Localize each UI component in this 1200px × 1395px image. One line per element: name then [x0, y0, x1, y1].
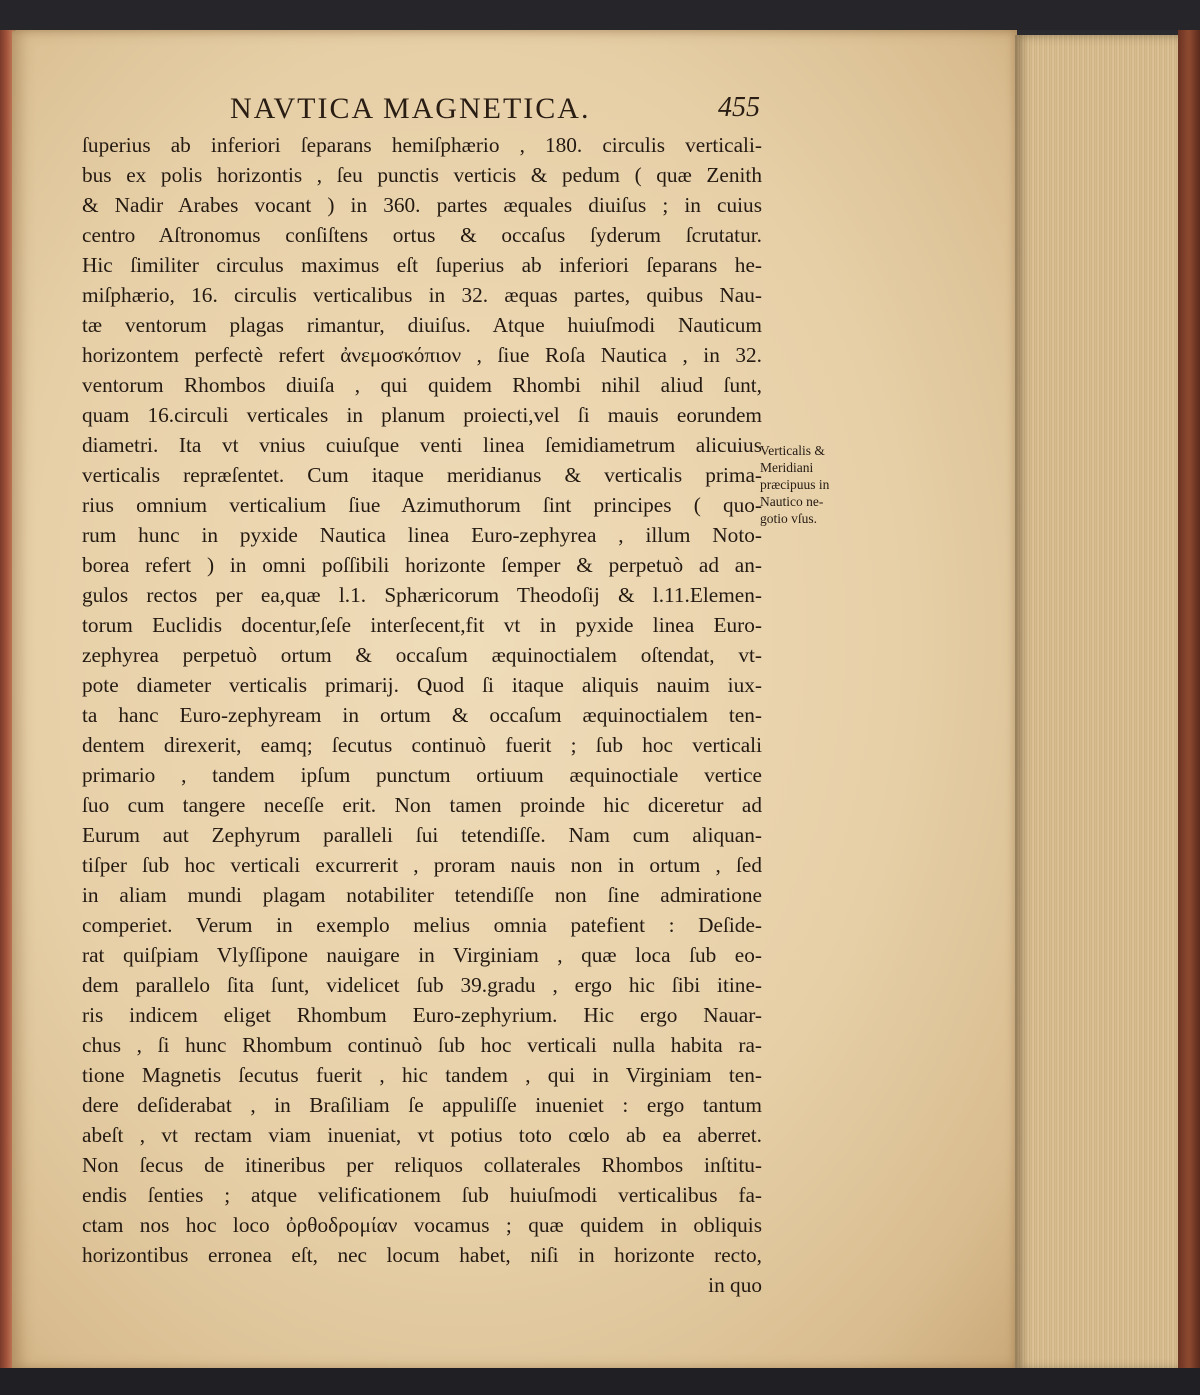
margin-note-line: Verticalis & — [760, 443, 825, 458]
text-line: horizontem perfectè refert ἀνεμοσκόπιον , ſiue Roſa Nautica , in 32. — [82, 343, 762, 367]
text-line: ſuo cum tangere neceſſe erit. Non tamen proinde hic diceretur ad — [82, 793, 762, 817]
text-line: ta hanc Euro-zephyream in ortum & occaſum æquinoctialem ten- — [82, 703, 762, 727]
book-cover-edge — [1178, 30, 1200, 1380]
text-line: endis ſenties ; atque velificationem ſub huiuſmodi verticalibus fa- — [82, 1183, 762, 1207]
text-line: Eurum aut Zephyrum paralleli ſui tetendiſſe. Nam cum aliquan- — [82, 823, 762, 847]
page-edges — [1015, 35, 1180, 1370]
text-line: abeſt , vt rectam viam inueniat, vt potius toto cœlo ab ea aberret. — [82, 1123, 762, 1147]
text-line: centro Aſtronomus conſiſtens ortus & occaſus ſyderum ſcrutatur. — [82, 223, 762, 247]
text-line: diametri. Ita vt vnius cuiuſque venti linea ſemidiametrum alicuius — [82, 433, 762, 457]
margin-note — [760, 442, 860, 527]
text-line: ctam nos hoc loco ὀρθοδρομίαν vocamus ; quæ quidem in obliquis — [82, 1213, 762, 1237]
text-line: dere deſiderabat , in Braſiliam ſe appuliſſe inueniet : ergo tantum — [82, 1093, 762, 1117]
page-number: 455 — [718, 92, 760, 123]
text-line: tione Magnetis ſecutus fuerit , hic tandem , qui in Virginiam ten- — [82, 1063, 762, 1087]
text-line: & Nadir Arabes vocant ) in 360. partes æquales diuiſus ; in cuius — [82, 193, 762, 217]
text-line: comperiet. Verum in exemplo melius omnia patefient : Deſide- — [82, 913, 762, 937]
text-line: rum hunc in pyxide Nautica linea Euro-zephyrea , illum Noto- — [82, 523, 762, 547]
text-line: dem parallelo ſita ſunt, videlicet ſub 39.gradu , ergo hic ſibi itine- — [82, 973, 762, 997]
text-line: gulos rectos per ea,quæ l.1. Sphæricorum Theodoſij & l.11.Elemen- — [82, 583, 762, 607]
margin-note-line: gotio vſus. — [760, 511, 818, 526]
background-cloth-bottom — [0, 1368, 1200, 1395]
text-line: ris indicem eliget Rhombum Euro-zephyrium. Hic ergo Nauar- — [82, 1003, 762, 1027]
margin-note-line: Meridiani — [760, 460, 814, 475]
text-line: in aliam mundi plagam notabiliter tetendiſſe non ſine admiratione — [82, 883, 762, 907]
catchword: in quo — [708, 1273, 762, 1297]
margin-note-line: Nautico ne- — [760, 494, 824, 509]
text-line: verticalis repræſentet. Cum itaque meridianus & verticalis prima- — [82, 463, 762, 487]
text-line: bus ex polis horizontis , ſeu punctis verticis & pedum ( quæ Zenith — [82, 163, 762, 187]
text-line: pote diameter verticalis primarij. Quod ſi itaque aliquis nauim iux- — [82, 673, 762, 697]
margin-note-line: præcipuus in — [760, 477, 830, 492]
text-line: Hic ſimiliter circulus maximus eſt ſuperius ab inferiori ſeparans he- — [82, 253, 762, 277]
text-line: miſphærio, 16. circulis verticalibus in 32. æquas partes, quibus Nau- — [82, 283, 762, 307]
text-line: Non ſecus de itineribus per reliquos collaterales Rhombos inſtitu- — [82, 1153, 762, 1177]
text-line: torum Euclidis docentur,ſeſe interſecent,fit vt in pyxide linea Euro- — [82, 613, 762, 637]
running-title: NAVTICA MAGNETICA. — [230, 92, 591, 125]
text-line: rat quiſpiam Vlyſſipone nauigare in Virginiam , quæ loca ſub eo- — [82, 943, 762, 967]
text-line: zephyrea perpetuò ortum & occaſum æquinoctialem oſtendat, vt- — [82, 643, 762, 667]
text-line: chus , ſi hunc Rhombum continuò ſub hoc verticali nulla habita ra- — [82, 1033, 762, 1057]
text-line: quam 16.circuli verticales in planum proiecti,vel ſi mauis eorundem — [82, 403, 762, 427]
text-line: ventorum Rhombos diuiſa , qui quidem Rhombi nihil aliud ſunt, — [82, 373, 762, 397]
text-line: rius omnium verticalium ſiue Azimuthorum ſint principes ( quo- — [82, 493, 762, 517]
text-line: horizontibus erronea eſt, nec locum habet, niſi in horizonte recto, — [82, 1243, 762, 1267]
text-line: tiſper ſub hoc verticali excurrerit , proram nauis non in ortum , ſed — [82, 853, 762, 877]
text-line: tæ ventorum plagas rimantur, diuiſus. Atque huiuſmodi Nauticum — [82, 313, 762, 337]
background-cloth — [0, 0, 1200, 30]
text-line: borea refert ) in omni poſſibili horizonte ſemper & perpetuò ad an- — [82, 553, 762, 577]
text-line: primario , tandem ipſum punctum ortiuum æquinoctiale vertice — [82, 763, 762, 787]
text-line: dentem direxerit, eamq; ſecutus continuò fuerit ; ſub hoc verticali — [82, 733, 762, 757]
text-line: ſuperius ab inferiori ſeparans hemiſphærio , 180. circulis verticali- — [82, 133, 762, 157]
